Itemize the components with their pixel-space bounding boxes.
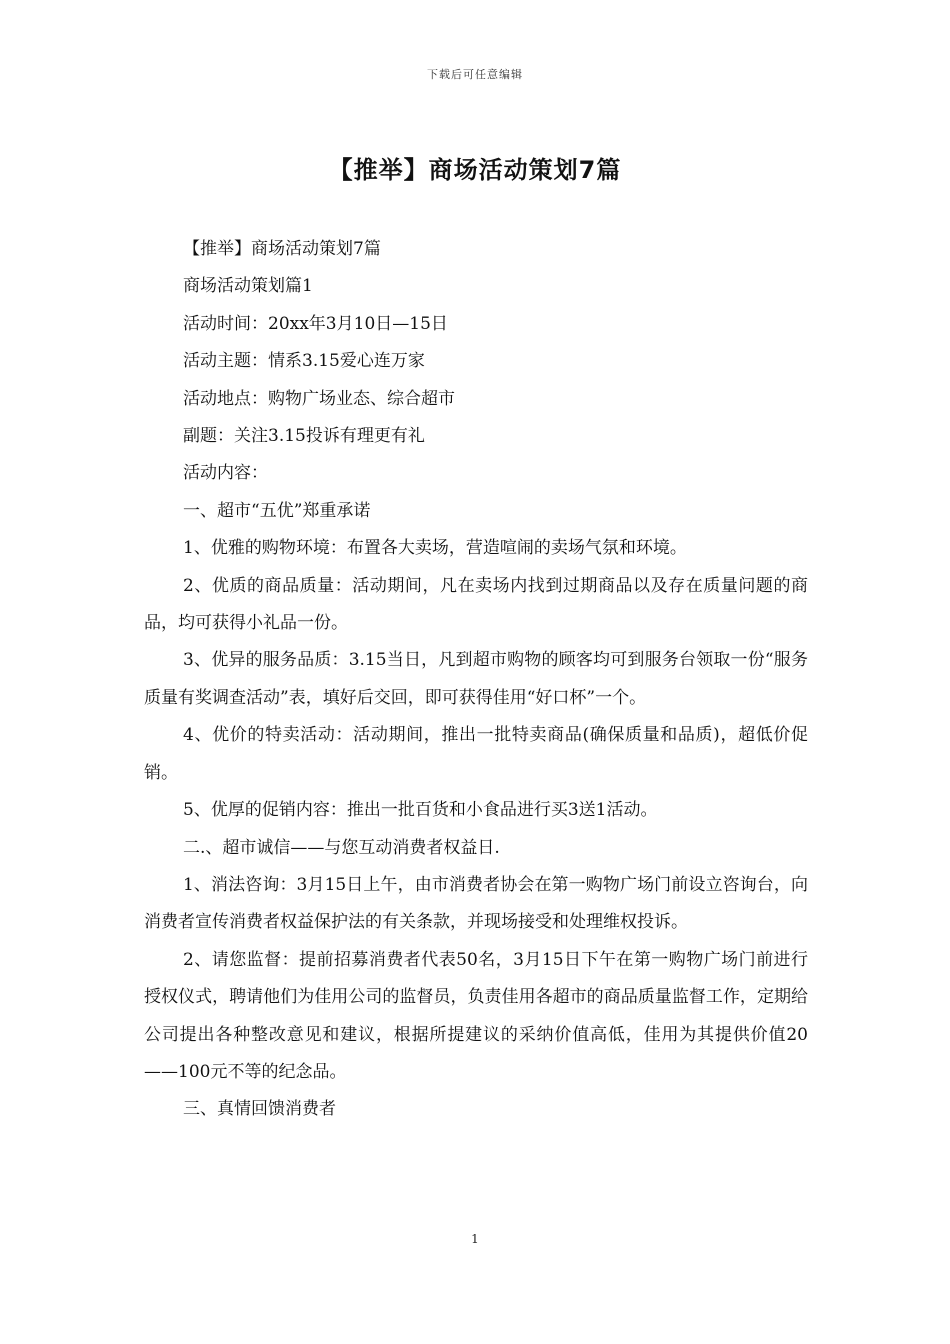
paragraph: 活动内容： bbox=[183, 463, 268, 484]
document-body bbox=[144, 231, 808, 1129]
paragraph: 2、请您监督：提前招募消费者代表50名，3月15日下午在第一购物广场门前进行授权仪式，聘请他们为佳用公司的监督员，负责佳用各超市的商品质量监督工作，定期给公司提出各种整改意见和建议，根据所提建议的采纳价值高低，佳用为其提供价值20——100元不等的纪念品。 bbox=[144, 949, 808, 1082]
paragraph: 商场活动策划篇1 bbox=[183, 276, 313, 297]
paragraph: 一、超市“五优”郑重承诺 bbox=[183, 500, 371, 521]
paragraph: 1、优雅的购物环境：布置各大卖场，营造喧闹的卖场气氛和环境。 bbox=[183, 538, 687, 559]
page-number: 1 bbox=[471, 1232, 479, 1246]
paragraph: 三、真情回馈消费者 bbox=[183, 1099, 336, 1120]
page-header-note: 下载后可任意编辑 bbox=[427, 68, 523, 81]
paragraph: 3、优异的服务品质：3.15当日，凡到超市购物的顾客均可到服务台领取一份“服务质量有奖调查活动”表，填好后交回，即可获得佳用“好口杯”一个。 bbox=[144, 650, 808, 708]
paragraph: 活动主题：情系3.15爱心连万家 bbox=[183, 351, 425, 372]
document-title: 【推举】商场活动策划7篇 bbox=[328, 156, 622, 184]
paragraph: 活动时间：20xx年3月10日—15日 bbox=[183, 313, 448, 334]
paragraph: 【推举】商场活动策划7篇 bbox=[183, 239, 381, 259]
paragraph: 2、优质的商品质量：活动期间，凡在卖场内找到过期商品以及存在质量问题的商品，均可获得小礼品一份。 bbox=[144, 575, 808, 634]
paragraph: 活动地点：购物广场业态、综合超市 bbox=[183, 388, 455, 409]
paragraph: 4、优价的特卖活动：活动期间，推出一批特卖商品(确保质量和品质)，超低价促销。 bbox=[144, 725, 808, 783]
paragraph: 副题：关注3.15投诉有理更有礼 bbox=[183, 426, 425, 447]
paragraph: 1、消法咨询：3月15日上午，由市消费者协会在第一购物广场门前设立咨询台，向消费者宣传消费者权益保护法的有关条款，并现场接受和处理维权投诉。 bbox=[144, 874, 808, 933]
paragraph: 二.、超市诚信——与您互动消费者权益日. bbox=[183, 837, 500, 858]
paragraph: 5、优厚的促销内容：推出一批百货和小食品进行买3送1活动。 bbox=[183, 800, 658, 821]
